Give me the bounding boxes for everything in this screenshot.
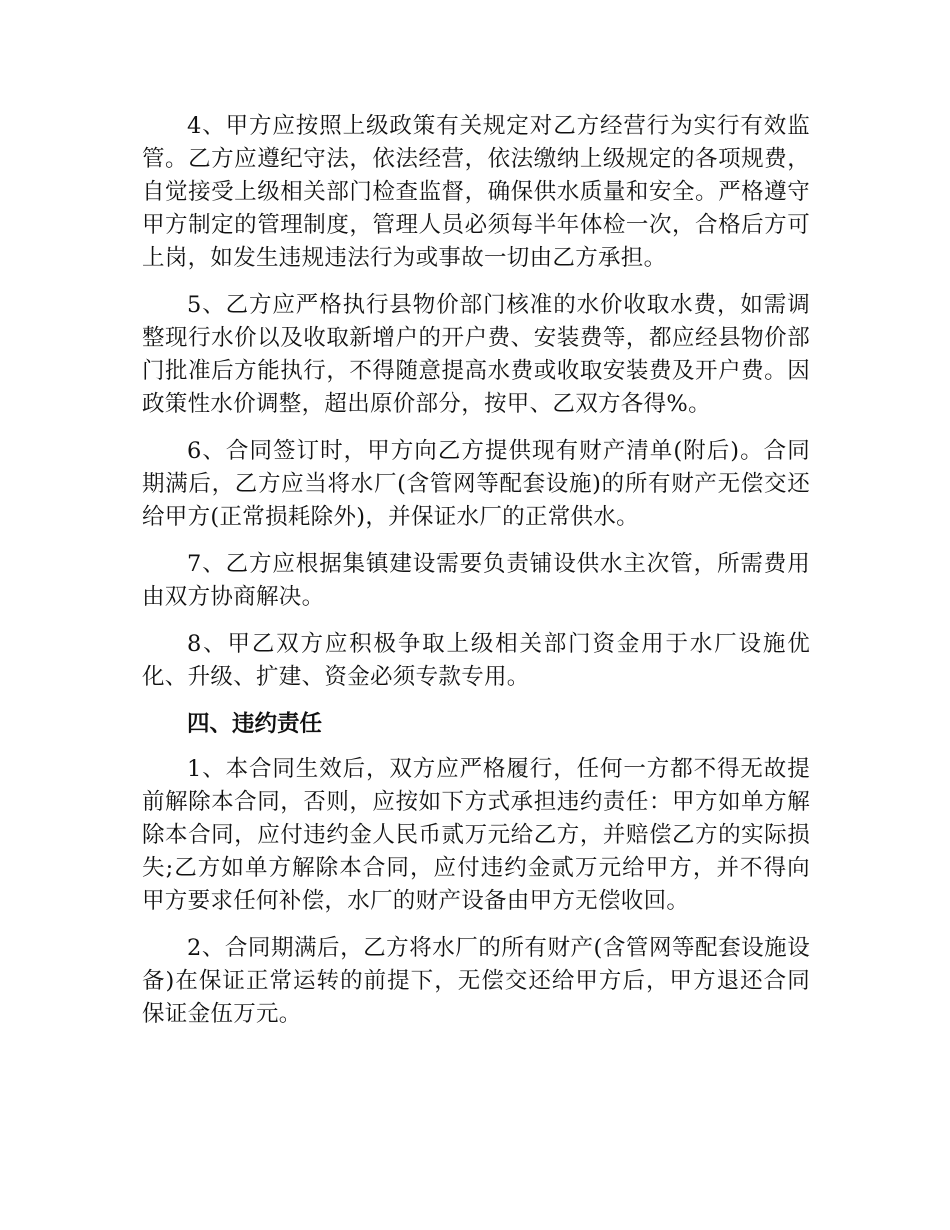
breach-clause-1-paragraph: 1、本合同生效后，双方应严格履行，任何一方都不得无故提前解除本合同，否则，应按如下方式承担违约责任：甲方如单方解除本合同，应付违约金人民币贰万元给乙方，并赔偿乙方的实际损失;乙方如单方解除本合同，应付违约金贰万元给甲方，并不得向甲方要求任何补偿，水厂的财产设备由甲方无偿收回。 [142,756,810,914]
breach-clause-2-paragraph: 2、合同期满后，乙方将水厂的所有财产(含管网等配套设施设备)在保证正常运转的前提下，无偿交还给甲方后，甲方退还合同保证金伍万元。 [142,935,810,1027]
clause-7-paragraph: 7、乙方应根据集镇建设需要负责铺设供水主次管，所需费用由双方协商解决。 [142,551,810,610]
document-page [142,110,810,1045]
clause-4-paragraph: 4、甲方应按照上级政策有关规定对乙方经营行为实行有效监管。乙方应遵纪守法，依法经营，依法缴纳上级规定的各项规费，自觉接受上级相关部门检查监督，确保供水质量和安全。严格遵守甲方制定的管理制度，管理人员必须每半年体检一次，合格后方可上岗，如发生违规违法行为或事故一切由乙方承担。 [142,113,810,271]
section-heading-breach-liability: 四、违约责任 [187,711,323,737]
clause-6-paragraph: 6、合同签订时，甲方向乙方提供现有财产清单(附后)。合同期满后，乙方应当将水厂(含管网等配套设施)的所有财产无偿交还给甲方(正常损耗除外)，并保证水厂的正常供水。 [142,438,810,530]
clause-5-paragraph: 5、乙方应严格执行县物价部门核准的水价收取水费，如需调整现行水价以及收取新增户的开户费、安装费等，都应经县物价部门批准后方能执行，不得随意提高水费或收取安装费及开户费。因政策性水价调整，超出原价部分，按甲、乙双方各得%。 [142,292,810,417]
clause-8-paragraph: 8、甲乙双方应积极争取上级相关部门资金用于水厂设施优化、升级、扩建、资金必须专款专用。 [142,631,810,690]
